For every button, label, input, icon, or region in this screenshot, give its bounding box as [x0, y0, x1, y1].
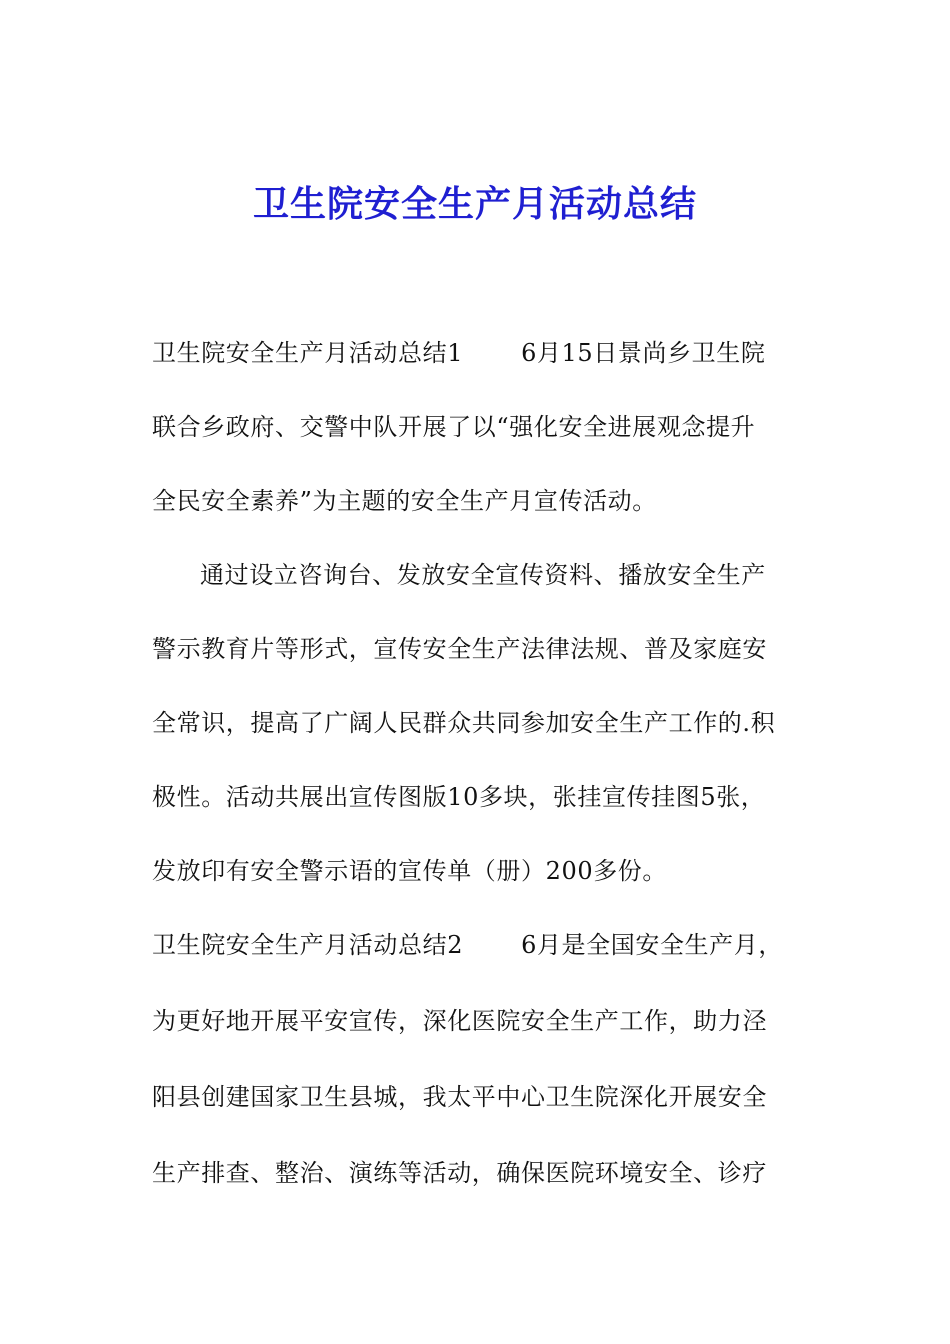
document-title: 卫生院安全生产月活动总结	[252, 183, 697, 225]
paragraph-2-line-1: 通过设立咨询台、发放安全宣传资料、播放安全生产	[200, 561, 766, 589]
paragraph-text: 6月15日景尚乡卫生院	[521, 339, 766, 367]
paragraph-3-line-2: 为更好地开展平安宣传，深化医院安全生产工作，助力泾	[152, 1007, 767, 1035]
paragraph-1-line-1	[152, 336, 812, 370]
paragraph-1-line-2: 联合乡政府、交警中队开展了以“强化安全进展观念提升	[152, 413, 756, 441]
paragraph-2-line-3: 全常识，提高了广阔人民群众共同参加安全生产工作的.积	[152, 709, 776, 737]
paragraph-3-line-4: 生产排查、整治、演练等活动，确保医院环境安全、诊疗	[152, 1159, 767, 1187]
paragraph-3-line-3: 阳县创建国家卫生县城，我太平中心卫生院深化开展安全	[152, 1083, 767, 1111]
section-heading-2: 卫生院安全生产月活动总结2	[152, 931, 464, 959]
paragraph-1-line-3: 全民安全素养”为主题的安全生产月宣传活动。	[152, 487, 657, 515]
paragraph-2-line-5: 发放印有安全警示语的宣传单（册）200多份。	[152, 857, 668, 885]
paragraph-text: 6月是全国安全生产月，	[521, 931, 783, 959]
paragraph-2-line-2: 警示教育片等形式，宣传安全生产法律法规、普及家庭安	[152, 635, 767, 663]
paragraph-2-line-4: 极性。活动共展出宣传图版10多块，张挂宣传挂图5张，	[152, 783, 766, 811]
paragraph-3-line-1	[152, 928, 812, 962]
section-heading-1: 卫生院安全生产月活动总结1	[152, 339, 464, 367]
